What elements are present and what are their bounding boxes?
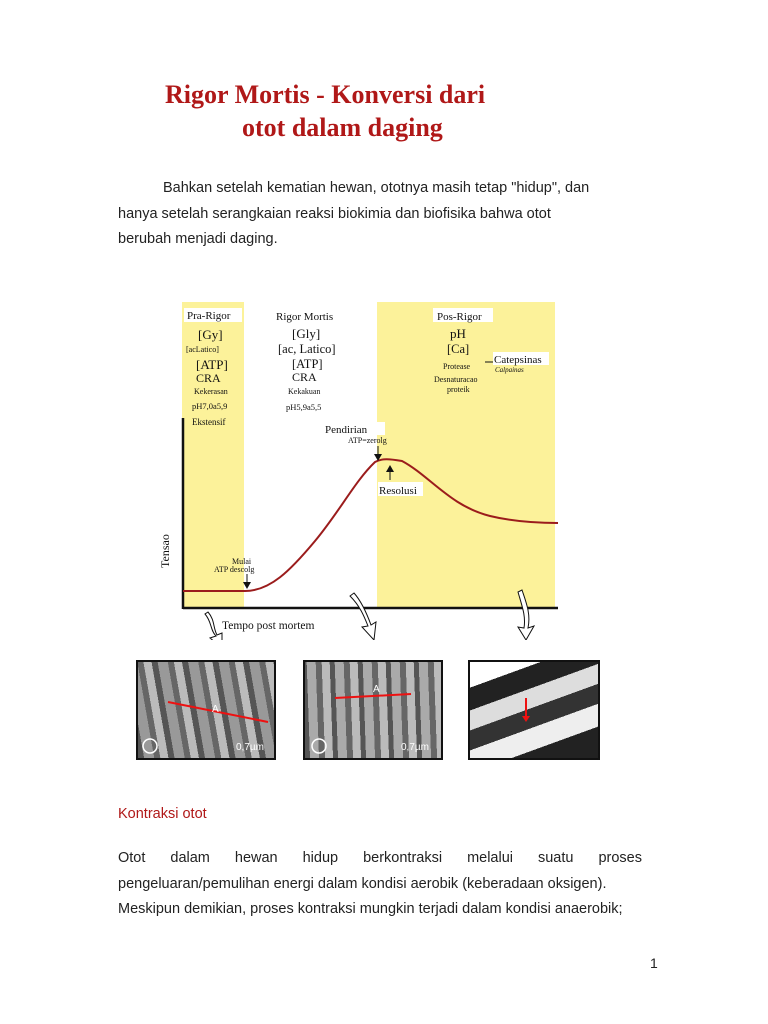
rigor-item-2: [ac, Latico] [278,342,336,356]
document-title-line1: Rigor Mortis - Konversi dari [165,80,486,109]
rigor-item-5: Kekakuan [288,387,321,396]
pre-rigor-label: Pra-Rigor [187,310,231,322]
pendirian-label: Pendirian [325,424,368,436]
x-axis-label: Tempo post mortem [222,620,315,632]
post-rigor-item-5: proteik [447,385,470,394]
rigor-item-1: [Gly] [292,326,321,341]
micrograph-2-scale: 0,7µm [401,742,429,753]
catepsinas-label: Catepsinas [494,354,542,366]
body-line-1: Otot dalam hewan hidup berkontraksi melalui suatu proses [118,850,642,866]
resolusi-label: Resolusi [379,485,417,497]
pre-rigor-item-2: [acLatico] [186,345,219,354]
intro-line-3: berubah menjadi daging. [118,231,278,247]
micrograph-rigor [303,660,443,760]
intro-line-1: Bahkan setelah kematian hewan, ototnya masih tetap "hidup", dan [163,180,590,196]
pre-rigor-item-3: [ATP] [196,357,228,372]
pre-rigor-item-7: Ekstensif [192,417,226,427]
section-heading: Kontraksi otot [118,806,207,822]
post-rigor-item-2: [Ca] [447,342,470,356]
document-title-line2: otot dalam daging [242,113,443,142]
micrograph-1-scale: 0,7µm [236,742,264,753]
mulai-sub: ATP descolg [214,565,255,574]
rigor-label: Rigor Mortis [276,311,334,323]
pre-rigor-item-4: CRA [196,371,221,385]
intro-line-2: hanya setelah serangkaian reaksi biokimia dan biofisika bahwa otot [118,205,551,222]
body-line-2: pengeluaran/pemulihan energi dalam kondisi aerobik (keberadaan oksigen). [118,875,607,892]
micrograph-1-tag: A [212,704,219,715]
pre-rigor-item-5: Kekerasan [194,387,228,396]
post-rigor-label: Pos-Rigor [437,311,482,323]
pre-rigor-item-1: [Gy] [198,327,223,342]
micrograph-post-rigor [468,660,600,760]
rigor-mortis-figure [150,296,570,640]
body-paragraph [118,846,642,923]
micrograph-2-tag: A [373,684,380,695]
micrograph-pre-rigor [136,660,276,760]
post-rigor-item-4: Desnaturacao [434,375,478,384]
arrow-down-1 [205,612,222,640]
mulai-label: Mulai [232,557,252,566]
pendirian-sub: ATP=zerolg [348,436,387,445]
body-line-3: Meskipun demikian, proses kontraksi mungkin terjadi dalam kondisi anaerobik; [118,901,623,917]
rigor-item-4: CRA [292,370,317,384]
post-rigor-item-1: pH [450,326,466,341]
rigor-item-3: [ATP] [292,357,323,371]
pre-rigor-item-6: pH7,0a5,9 [192,401,228,411]
y-axis-label: Tensao [158,534,172,568]
calpainas-label: Calpainas [495,366,524,374]
intro-paragraph [118,176,642,253]
rigor-item-6: pH5,9a5,5 [286,402,322,412]
page-number: 1 [650,955,658,971]
arrow-down-2 [350,593,376,640]
post-rigor-item-3: Protease [443,362,471,371]
